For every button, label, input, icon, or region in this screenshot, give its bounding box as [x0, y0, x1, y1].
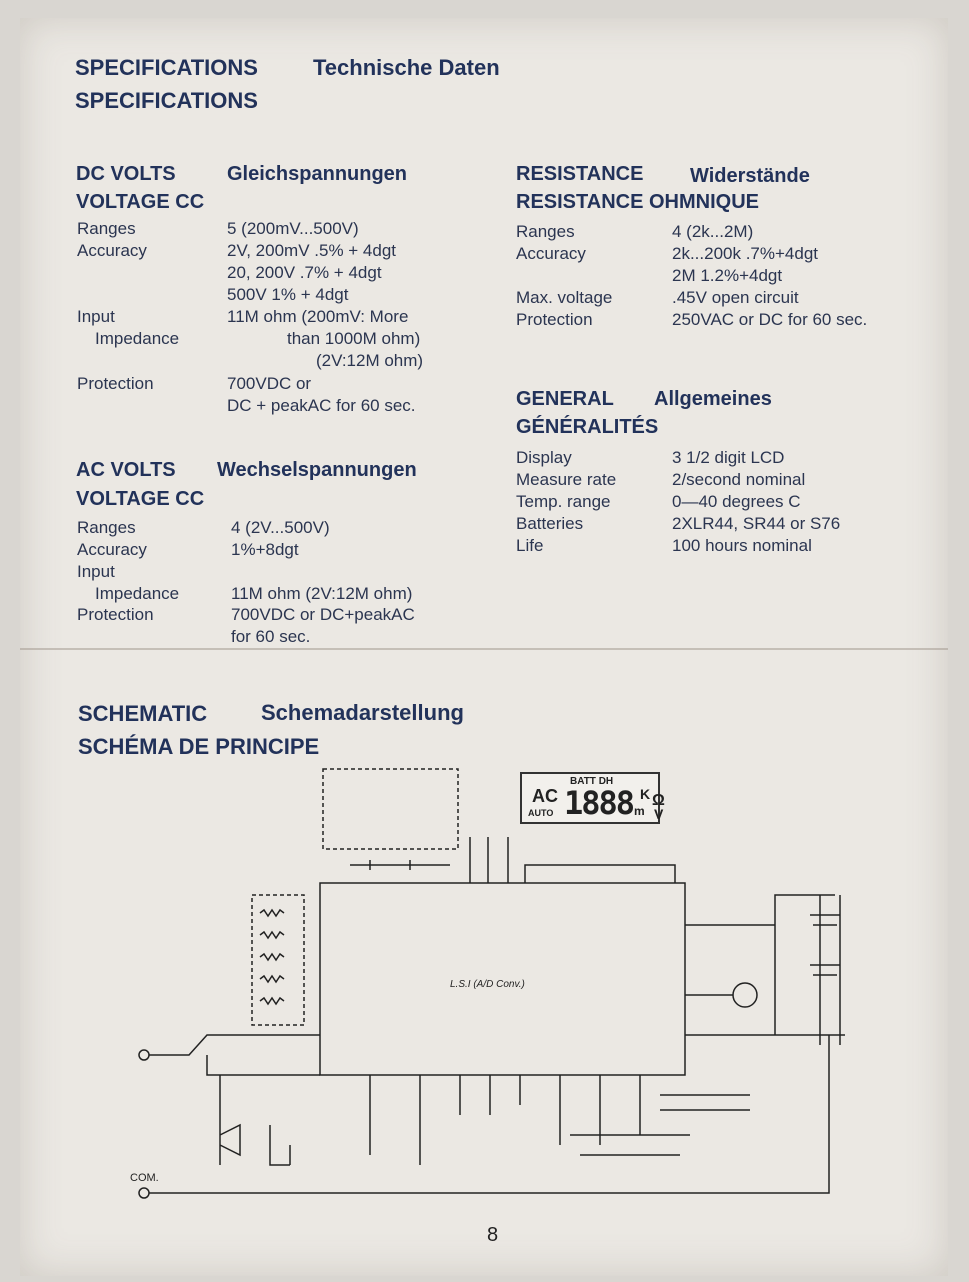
res-title: RESISTANCE: [516, 163, 644, 185]
spec-label: Ranges: [77, 518, 136, 537]
spec-title-de: Technische Daten: [313, 55, 500, 80]
spec-value: than 1000M ohm): [287, 329, 421, 348]
spec-value: 4 (2V...500V): [231, 518, 330, 537]
spec-label: Ranges: [516, 222, 575, 241]
spec-title: SPECIFICATIONS: [75, 55, 258, 80]
schematic-title-fr: SCHÉMA DE PRINCIPE: [78, 734, 320, 759]
spec-value: 250VAC or DC for 60 sec.: [672, 310, 868, 329]
spec-label: Protection: [77, 605, 154, 624]
spec-value: DC + peakAC for 60 sec.: [227, 396, 416, 415]
spec-value: 2/second nominal: [672, 470, 806, 489]
spec-label: Display: [516, 448, 572, 467]
gen-title-de: Allgemeines: [654, 388, 772, 410]
dcv-title-de: Gleichspannungen: [227, 163, 408, 185]
spec-value: 4 (2k...2M): [672, 222, 754, 241]
lcd-batt-label: BATT DH: [570, 776, 614, 787]
spec-label: Accuracy: [516, 244, 586, 263]
page-fold: [20, 648, 948, 650]
spec-label: Accuracy: [77, 540, 147, 559]
gen-title-fr: GÉNÉRALITÉS: [516, 416, 659, 438]
spec-value: 0—40 degrees C: [672, 492, 801, 511]
gen-title: GENERAL: [516, 388, 614, 410]
schematic-title: SCHEMATIC: [78, 701, 208, 726]
spec-value: 1%+8dgt: [231, 540, 299, 559]
lcd-omega-label: Ω: [652, 792, 665, 809]
spec-label: Accuracy: [77, 241, 147, 260]
divider-network: [252, 895, 304, 1025]
spec-label: Ranges: [77, 219, 136, 238]
spec-value: 11M ohm (200mV: More: [227, 307, 409, 326]
spec-value: 500V 1% + 4dgt: [227, 285, 349, 304]
lcd-m-label: m: [634, 804, 645, 818]
spec-value: 2V, 200mV .5% + 4dgt: [227, 241, 397, 260]
dcv-title-fr: VOLTAGE CC: [76, 191, 205, 213]
spec-value: .45V open circuit: [672, 288, 799, 307]
spec-value: 2XLR44, SR44 or S76: [672, 514, 841, 533]
spec-label: Impedance: [95, 584, 180, 603]
spec-label: Temp. range: [516, 492, 611, 511]
lcd-auto-label: AUTO: [528, 808, 554, 818]
lsi-label: L.S.I (A/D Conv.): [450, 979, 525, 990]
spec-value: 20, 200V .7% + 4dgt: [227, 263, 382, 282]
spec-label: Life: [516, 536, 544, 555]
spec-label: Batteries: [516, 514, 584, 533]
schematic-title-de: Schemadarstellung: [261, 700, 464, 725]
spec-title-fr: SPECIFICATIONS: [75, 88, 258, 113]
integrator-network: [323, 769, 458, 849]
spec-label: Measure rate: [516, 470, 617, 489]
acv-title-de: Wechselspannungen: [217, 459, 417, 481]
lcd-k-label: K: [640, 786, 651, 802]
spec-value: (2V:12M ohm): [316, 351, 424, 370]
acv-title-fr: VOLTAGE CC: [76, 488, 205, 510]
res-title-de: Widerstände: [690, 165, 810, 187]
lcd-v-label: V: [654, 806, 664, 822]
spec-value: 3 1/2 digit LCD: [672, 448, 785, 467]
spec-value: 700VDC or: [227, 374, 312, 393]
lcd-digits: 1888: [564, 784, 634, 822]
spec-value: 2k...200k .7%+4dgt: [672, 244, 819, 263]
spec-value: 700VDC or DC+peakAC: [231, 605, 415, 624]
spec-value: 100 hours nominal: [672, 536, 812, 555]
spec-label: Max. voltage: [516, 288, 613, 307]
spec-label: Protection: [516, 310, 593, 329]
spec-label: Input: [77, 307, 115, 326]
com-terminal-label: COM.: [130, 1172, 159, 1184]
page-number: 8: [487, 1224, 499, 1246]
dcv-title: DC VOLTS: [76, 163, 176, 185]
spec-value: 2M 1.2%+4dgt: [672, 266, 783, 285]
circuit-diagram: [120, 765, 860, 1205]
res-title-fr: RESISTANCE OHMNIQUE: [516, 191, 759, 213]
acv-title: AC VOLTS: [76, 459, 176, 481]
spec-label: Input: [77, 562, 115, 581]
spec-label: Impedance: [95, 329, 180, 348]
spec-label: Protection: [77, 374, 154, 393]
spec-value: for 60 sec.: [231, 627, 311, 646]
lcd-ac-label: AC: [532, 786, 558, 806]
spec-value: 5 (200mV...500V): [227, 219, 359, 238]
spec-value: 11M ohm (2V:12M ohm): [231, 584, 413, 603]
